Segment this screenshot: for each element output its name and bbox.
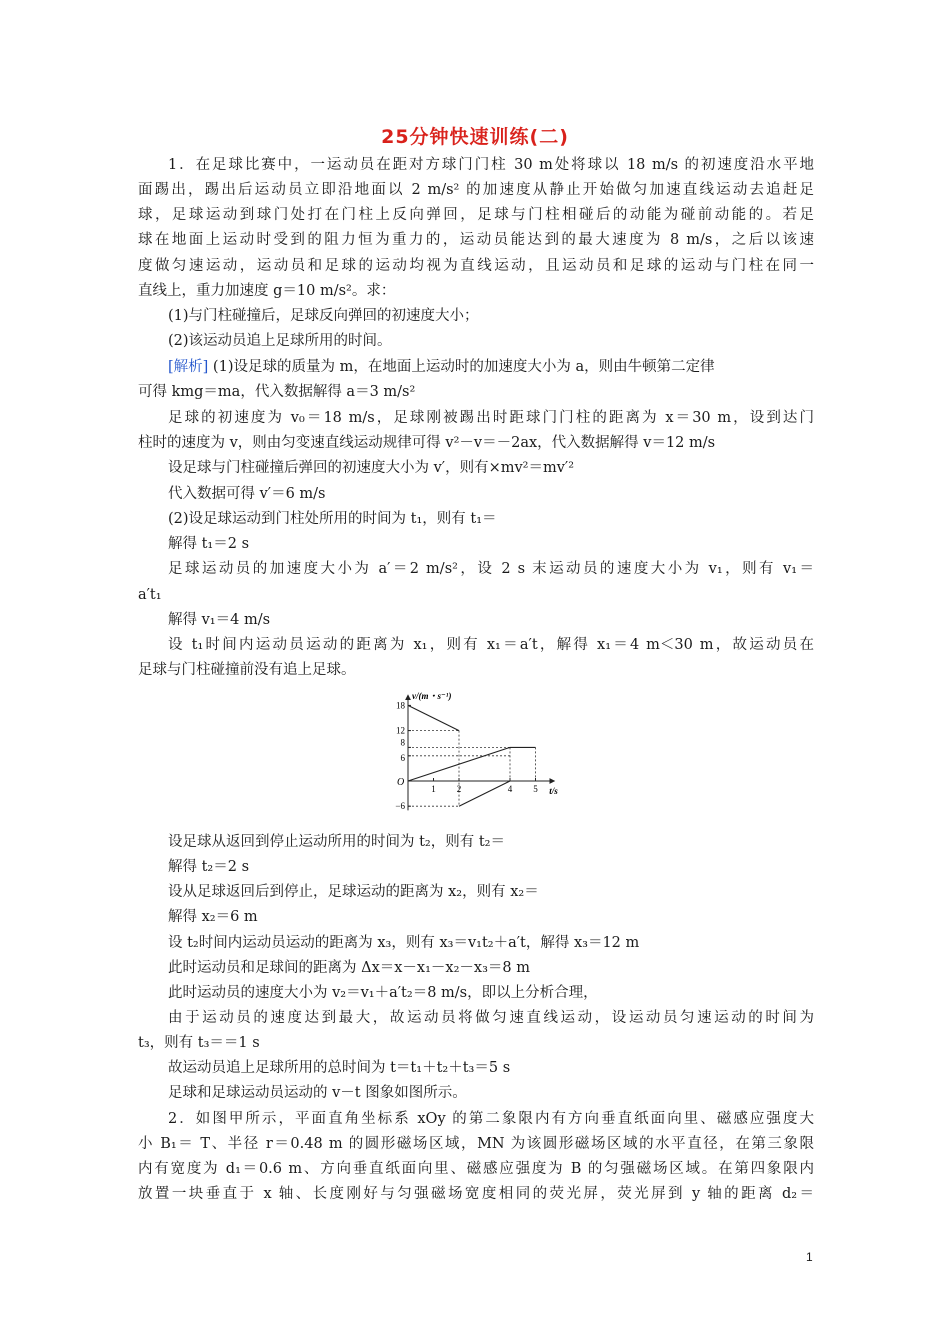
problem2-line: 2．如图甲所示，平面直角坐标系 xOy 的第二象限内有方向垂直纸面向里、磁感应强度大 [168,1111,814,1127]
y-tick-label: 12 [396,725,405,736]
problem1-line: 面踢出，踢出后运动员立即沿地面以 2 m/s² 的加速度从静止开始做匀加速直线运动去追赶足 [138,182,814,198]
solution-line: 解得 v₁＝4 m/s [168,612,271,628]
x-tick-label: 1 [431,784,436,794]
origin-label: O [397,777,405,788]
problem1-question-1: (1)与门柱碰撞后，足球反向弹回的初速度大小； [168,308,479,324]
page-number: 1 [806,1250,813,1264]
solution-tag: [解析] [168,359,209,375]
chart-guides [408,731,536,807]
solution-line: 设足球从返回到停止运动所用的时间为 t₂，则有 t₂＝ [168,834,505,850]
x-tick-label: 5 [533,784,538,794]
vt-chart [380,685,580,830]
solution-line: 足球运动员的加速度大小为 a′＝2 m/s²，设 2 s 末运动员的速度大小为 v₁，则有 v₁＝ [168,561,814,577]
solution-line: a′t₁ [138,587,162,603]
solution-line: 足球和足球运动员运动的 v－t 图象如图所示。 [168,1085,467,1101]
problem2-line: 小 B₁＝ T、半径 r＝0.48 m 的圆形磁场区域，MN 为该圆形磁场区域的水平直径，在第三象限 [138,1136,814,1152]
solution-line: 解得 x₂＝6 m [168,909,258,925]
solution-line: 此时运动员的速度大小为 v₂＝v₁＋a′t₂＝8 m/s，即以上分析合理， [168,985,598,1001]
x-tick-label: 4 [507,784,513,794]
page-title: 25分钟快速训练(二) [381,126,569,148]
solution-line: 解得 t₂＝2 s [168,859,250,875]
solution-line: 设足球与门柱碰撞后弹回的初速度大小为 v′，则有×mv²＝mv′² [168,460,575,476]
solution-text: (1)设足球的质量为 m，在地面上运动时的加速度大小为 a，则由牛顿第二定律 [208,359,715,375]
solution-line: 足球的初速度为 v₀＝18 m/s，足球刚被踢出时距球门门柱的距离为 x＝30 m，设到达门 [168,410,814,426]
y-tick-label: 8 [400,737,405,748]
problem1-line: 度做匀速运动，运动员和足球的运动均视为直线运动，且运动员和足球的运动与门柱在同一 [138,258,814,274]
y-tick-label: 18 [396,700,405,711]
solution-line: 解得 t₁＝2 s [168,536,250,552]
solution-line: 此时运动员和足球间的距离为 Δx＝x－x₁－x₂－x₃＝8 m [168,960,530,976]
y-tick-label: −6 [395,801,405,812]
solution-line: 可得 kmg＝ma，代入数据解得 a＝3 m/s² [138,384,416,400]
problem1-line: 球在地面上运动时受到的阻力恒为重力的，运动员能达到的最大速度为 8 m/s，之后以该速 [138,232,814,248]
problem1-line: 直线上，重力加速度 g＝10 m/s²。求： [138,283,396,299]
solution-line: 柱时的速度为 v，则由匀变速直线运动规律可得 v²－v＝－2ax，代入数据解得 v＝12 m/s [138,435,716,451]
solution-line: 设 t₁时间内运动员运动的距离为 x₁，则有 x₁＝a′t，解得 x₁＝4 m＜30 m，故运动员在 [168,637,814,653]
chart-series-group [408,705,536,806]
problem2-line: 内有宽度为 d₁＝0.6 m、方向垂直纸面向里、磁感应强度为 B 的匀强磁场区域。在第四象限内 [138,1161,814,1177]
chart-series-line-1 [408,705,459,730]
solution-line: 足球与门柱碰撞前没有追上足球。 [138,662,356,678]
y-tick-label: 6 [400,752,405,763]
solution-line: 设从足球返回后到停止，足球运动的距离为 x₂，则有 x₂＝ [168,884,539,900]
solution-line: t₃，则有 t₃＝＝1 s [138,1035,260,1051]
chart-series-line-2 [456,781,510,806]
problem1-question-2: (2)该运动员追上足球所用的时间。 [168,333,392,349]
chart-series-line-3 [408,747,536,781]
y-axis-label: v/(m・s⁻¹) [412,691,452,702]
x-axis-label: t/s [549,786,558,796]
problem1-line: 1．在足球比赛中，一运动员在距对方球门门柱 30 m处将球以 18 m/s 的初速度沿水平地 [168,157,814,173]
solution-line: 由于运动员的速度达到最大，故运动员将做匀速直线运动，设运动员匀速运动的时间为 [168,1010,814,1026]
solution-line [168,357,814,377]
solution-line: 设 t₂时间内运动员运动的距离为 x₃，则有 x₃＝v₁t₂＋a′t，解得 x₃＝12 m [168,935,640,951]
problem1-line: 球，足球运动到球门处打在门柱上反向弹回，足球与门柱相碰后的动能为碰前动能的。若足 [138,207,814,223]
solution-line: (2)设足球运动到门柱处所用的时间为 t₁，则有 t₁＝ [168,511,497,527]
solution-line: 故运动员追上足球所用的总时间为 t＝t₁＋t₂＋t₃＝5 s [168,1060,511,1076]
problem2-line: 放置一块垂直于 x 轴、长度刚好与匀强磁场宽度相同的荧光屏，荧光屏到 y 轴的距离 d₂＝ [138,1186,814,1202]
solution-line: 代入数据可得 v′＝6 m/s [168,486,326,502]
x-tick-label: 2 [456,784,462,794]
